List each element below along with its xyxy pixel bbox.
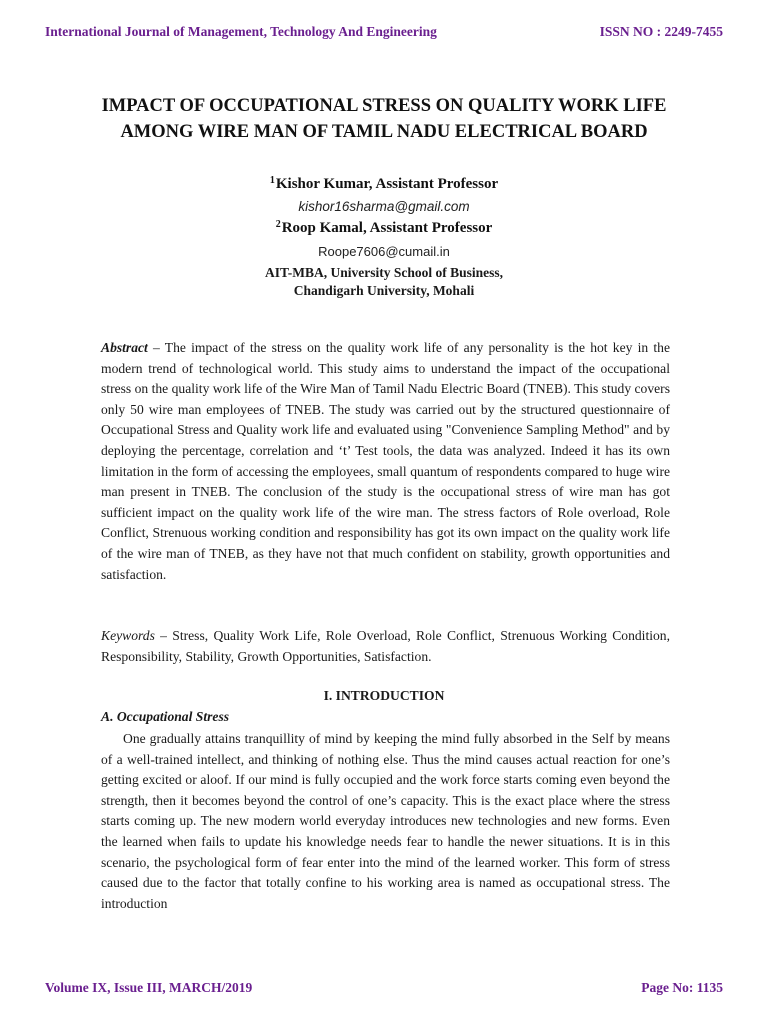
issn-number: ISSN NO : 2249-7455 xyxy=(599,24,723,39)
paper-title: IMPACT OF OCCUPATIONAL STRESS ON QUALITY WORK LIFE AMONG WIRE MAN OF TAMIL NADU ELECTRICAL BOARD xyxy=(101,96,667,142)
running-footer xyxy=(45,980,723,996)
intro-paragraph: One gradually attains tranquillity of mind by keeping the mind fully absorbed in the Self by means of a well-trained intellect, and thinking of nothing else. Thus the mind causes actual reaction for one’s getting excited or aloof. If our mind is fully occupied and the work force starts coming even beyond the strength, then it becomes beyond the control of one’s capacity. This is the exact place where the stress starts coming up. The new modern world everyday introduces new technologies and new forms. Even the learned when fails to update his knowledge needs fear to handle the newer situations. It is in this scenario, the psychological form of fear enter into the mind of the learned worker. This form of stress caused due to the factor that totally confine to his working area is named as occupational stress. The introduction xyxy=(101,731,670,911)
author-1-name: Kishor Kumar, Assistant Professor xyxy=(275,176,499,192)
author-2 xyxy=(0,220,768,237)
subsection-heading: A. Occupational Stress xyxy=(101,709,230,724)
journal-name: International Journal of Management, Technology And Engineering xyxy=(45,24,437,39)
author-2-name: Roop Kamal, Assistant Professor xyxy=(281,220,493,236)
keywords xyxy=(101,626,670,667)
abstract-label: Abstract xyxy=(101,340,148,355)
abstract xyxy=(101,338,670,585)
author-1-email[interactable]: kishor16sharma@gmail.com xyxy=(298,199,470,214)
author-2-index: 2 xyxy=(275,219,281,230)
page-number: Page No: 1135 xyxy=(641,980,723,995)
running-header xyxy=(45,24,723,40)
author-1-index: 1 xyxy=(269,175,275,186)
affiliation-line-1: AIT-MBA, University School of Business, xyxy=(264,265,504,280)
keywords-label: Keywords xyxy=(101,628,155,643)
affiliation-line-2: Chandigarh University, Mohali xyxy=(293,283,475,298)
author-1 xyxy=(0,176,768,193)
volume-issue: Volume IX, Issue III, MARCH/2019 xyxy=(45,980,253,995)
section-heading: I. INTRODUCTION xyxy=(323,688,445,703)
abstract-text: – The impact of the stress on the quality work life of any personality is the hot key in the modern trend of technological world. This study aims to understand the impact of the occupational stress on the quality work life of the Wire Man of Tamil Nadu Electric Board (TNEB). This study covers only 50 wire man employees of TNEB. The study was carried out by the structured questionnaire of Occupational Stress and Quality work life and evaluated using "Convenience Sampling Method" and by deploying the percentage, correlation and ‘t’ Test tools, the data was analyzed. Indeed it has its own limitation in the form of accessing the employees, small quantum of respondents compared to huge wire man present in TNEB. The conclusion of the study is the occupational stress of wire man has got sufficient impact on the quality work life of the wire man. The stress factors of Role overload, Role Conflict, Strenuous working condition and responsibility has got its own impact on the quality work life of the wire man of TNEB, as they have not that much confident on stability, growth opportunities and satisfaction. xyxy=(101,340,670,582)
keywords-text: – Stress, Quality Work Life, Role Overload, Role Conflict, Strenuous Working Condition, Responsibility, Stability, Growth Opportunities, Satisfaction. xyxy=(101,628,670,664)
author-2-email[interactable]: Roope7606@cumail.in xyxy=(318,244,450,259)
